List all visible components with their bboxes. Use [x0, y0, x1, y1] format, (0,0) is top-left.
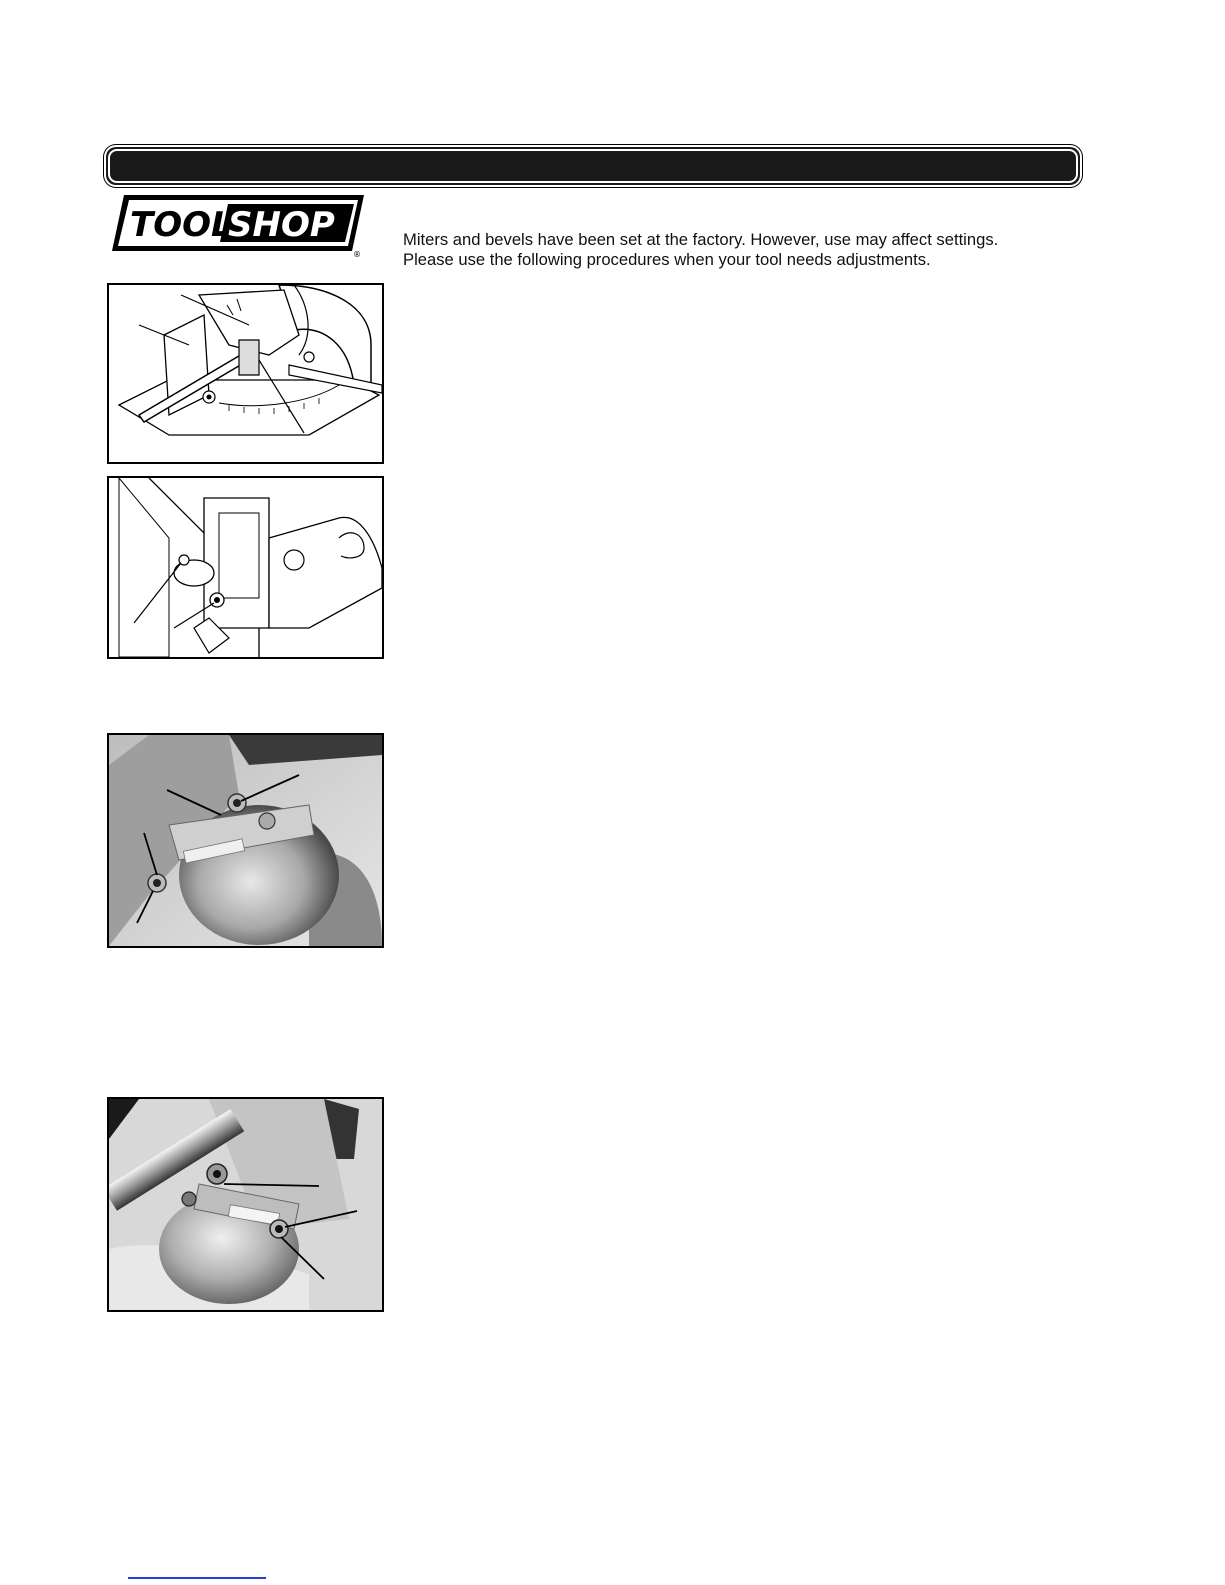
logo-text-shop: SHOP [228, 205, 335, 245]
logo-text-tool: TOOL [130, 205, 233, 245]
intro-line-1: Miters and bevels have been set at the factory. However, use may affect settings. [403, 230, 999, 249]
figure-fence-bolts [107, 476, 384, 659]
intro-line-2: Please use the following procedures when your tool needs adjustments. [403, 250, 931, 269]
figure-miter-square [107, 283, 384, 464]
tool-shop-logo [110, 193, 366, 259]
footer-link-underline [128, 1577, 266, 1579]
figure-bevel-stop-right [107, 1097, 384, 1312]
intro-text [403, 230, 1103, 270]
figure-bevel-stop-left [107, 733, 384, 948]
section-header-bar [104, 145, 1082, 187]
registered-mark: ® [353, 250, 361, 259]
